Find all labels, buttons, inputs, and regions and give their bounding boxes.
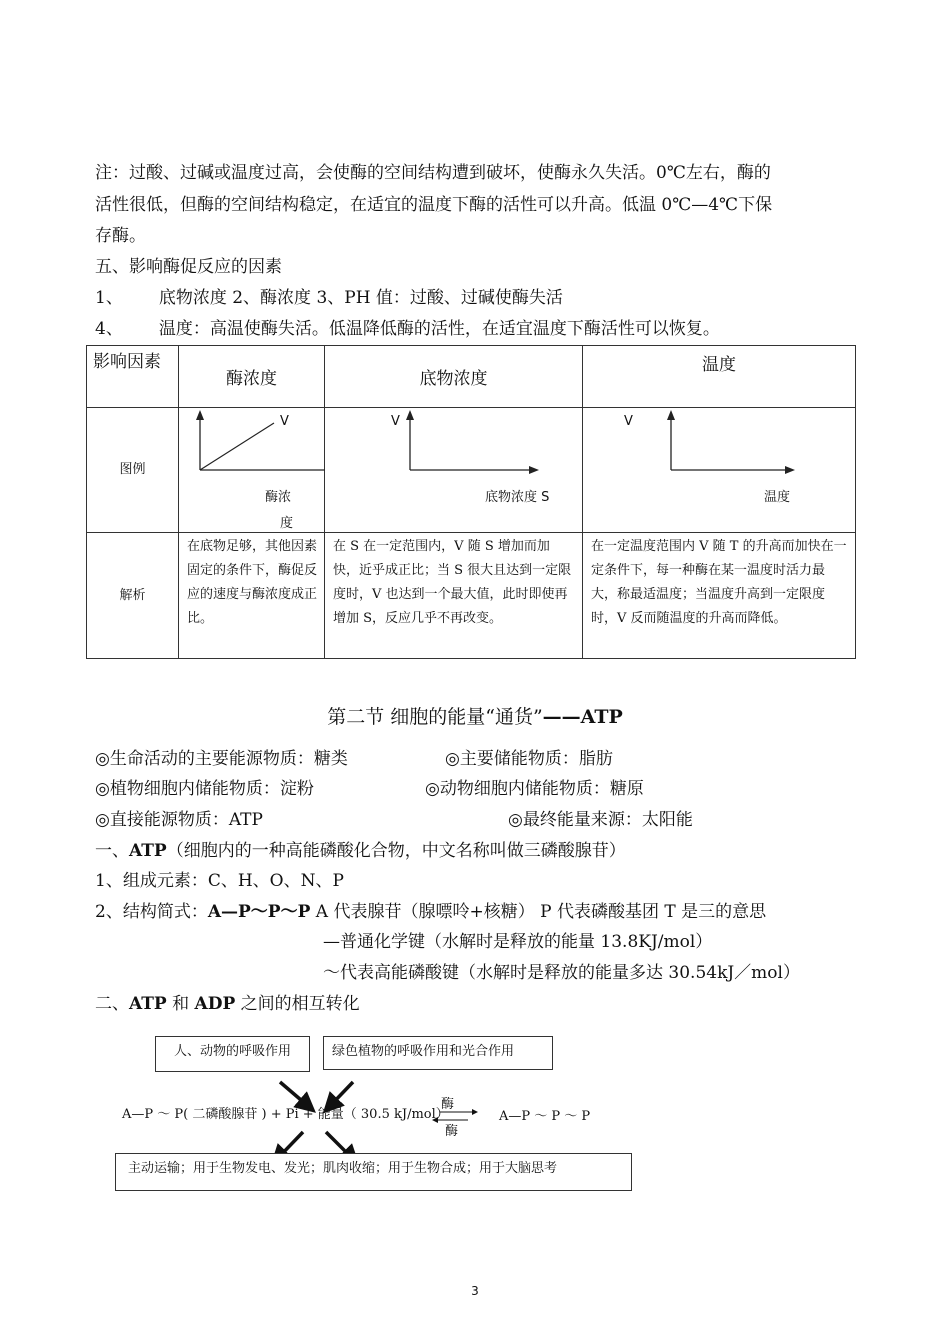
header-substrate-concentration: 底物浓度 <box>325 346 583 408</box>
conversion-rest: 之间的相互转化 <box>235 994 360 1014</box>
graph3-y-arrow <box>667 410 675 420</box>
graph1-x-label-2: 度 <box>280 516 294 531</box>
graph1-y-label: V <box>280 414 289 429</box>
graph3-y-label: V <box>624 414 633 429</box>
substrate-concentration-graph <box>325 408 583 532</box>
equation-product: A—P ～ P ～ P <box>499 1109 591 1124</box>
graph1-curve <box>200 423 274 470</box>
graph2-y-label: V <box>391 414 400 429</box>
row-label-explain: 解析 <box>87 533 179 659</box>
header-factor: 影响因素 <box>87 346 179 408</box>
enzyme-factors-table <box>86 345 856 659</box>
graph-cell-enzyme <box>179 408 325 533</box>
conversion-num: 二、 <box>95 994 129 1014</box>
header-enzyme-concentration: 酶浓度 <box>179 346 325 408</box>
row-label-graph: 图例 <box>87 408 179 533</box>
explain-enzyme: 在底物足够，其他因素固定的条件下，酶促反应的速度与酶浓度成正比。 <box>179 533 325 659</box>
enzyme-top: 酶 <box>441 1097 455 1112</box>
main-energy-source: ◎生命活动的主要能源物质：糖类 <box>95 749 348 769</box>
page-number: 3 <box>471 1284 479 1298</box>
direct-energy: ◎直接能源物质：ATP <box>95 810 263 830</box>
atp-heading-rest: （细胞内的一种高能磷酸化合物，中文名称叫做三磷酸腺苷） <box>166 841 626 861</box>
graph-cell-substrate <box>325 408 583 533</box>
conversion-atp: ATP <box>129 994 167 1014</box>
graph2-y-arrow <box>406 410 414 420</box>
section5-item-4-text: 温度：高温使酶失活。低温降低酶的活性，在适宜温度下酶活性可以恢复。 <box>158 319 720 339</box>
section5-title: 五、影响酶促反应的因素 <box>95 257 282 277</box>
explain-substrate: 在 S 在一定范围内，V 随 S 增加而加快，近乎成正比；当 S 很大且达到一定限度时，V 也达到一个最大值，此时即使再增加 S，反应几乎不再改变。 <box>325 533 583 659</box>
graph2-x-label: 底物浓度 S <box>485 490 550 505</box>
ultimate-energy: ◎最终能量来源：太阳能 <box>508 810 693 830</box>
enzyme-bottom: 酶 <box>445 1124 459 1139</box>
atp-heading <box>95 840 626 862</box>
plant-storage: ◎植物细胞内储能物质：淀粉 <box>95 779 314 799</box>
table-graph-row <box>87 408 856 533</box>
box-plant-respiration: 绿色植物的呼吸作用和光合作用 <box>323 1036 553 1070</box>
section2-title <box>0 702 950 729</box>
header-temperature: 温度 <box>583 346 856 408</box>
conversion-and: 和 <box>166 994 195 1014</box>
atp-structure-pre: 2、结构简式： <box>95 902 208 922</box>
conversion-adp: ADP <box>194 994 236 1014</box>
explain-temperature: 在一定温度范围内 V 随 T 的升高而加快在一定条件下，每一种酶在某一温度时活力最大，称最适温度；当温度升高到一定限度时，V 反而随温度的升高而降低。 <box>583 533 856 659</box>
enzyme-concentration-graph <box>179 408 325 532</box>
atp-structure <box>95 901 766 923</box>
main-storage: ◎主要储能物质：脂肪 <box>445 749 613 769</box>
section2-title-text: 第二节 细胞的能量“通货” <box>327 706 543 728</box>
atp-heading-bold: ATP <box>129 841 167 861</box>
graph1-y-arrow <box>196 410 204 420</box>
note-line-3: 存酶。 <box>95 226 146 246</box>
atp-structure-formula: A—P～P～P <box>207 902 311 922</box>
box-energy-uses: 主动运输；用于生物发电、发光；肌肉收缩；用于生物合成；用于大脑思考 <box>115 1153 632 1191</box>
note-line-2: 活性很低，但酶的空间结构稳定，在适宜的温度下酶的活性可以升高。低温 0℃—4℃下保 <box>95 195 773 215</box>
graph-cell-temperature <box>583 408 856 533</box>
section5-item-1-text: 底物浓度 2、酶浓度 3、PH 值：过酸、过碱使酶失活 <box>158 288 563 308</box>
normal-bond: —普通化学键（水解时是释放的能量 13.8KJ/mol） <box>323 932 713 952</box>
section5-item-4-num: 4、 <box>95 319 123 339</box>
conversion-heading <box>95 993 360 1015</box>
atp-heading-num: 一、 <box>95 841 129 861</box>
high-energy-bond: ～代表高能磷酸键（水解时是释放的能量多达 30.54kJ／mol） <box>323 963 800 983</box>
section5-item-1 <box>95 287 563 309</box>
arrow-forward-head <box>472 1109 478 1115</box>
atp-structure-rest: A 代表腺苷（腺嘌呤+核糖） P 代表磷酸基团 T 是三的意思 <box>310 902 767 922</box>
energy-line-1 <box>95 748 348 770</box>
graph3-x-arrow <box>785 466 795 474</box>
section2-title-atp: ——ATP <box>542 706 623 728</box>
graph1-x-label: 酶浓 <box>265 490 292 505</box>
equation-reactants: A—P ～ P( 二磷酸腺苷 ) + Pi + 能量（ 30.5 kJ/mol） <box>122 1107 449 1122</box>
table-header-row <box>87 346 856 408</box>
box-animal-respiration: 人、动物的呼吸作用 <box>155 1036 310 1072</box>
section5-item-1-num: 1、 <box>95 288 123 308</box>
note-line-1: 注：过酸、过碱或温度过高，会使酶的空间结构遭到破坏，使酶永久失活。0℃左右，酶的 <box>95 163 771 183</box>
animal-storage: ◎动物细胞内储能物质：糖原 <box>425 779 644 799</box>
graph3-x-label: 温度 <box>764 490 791 505</box>
atp-elements: 1、组成元素：C、H、O、N、P <box>95 871 344 891</box>
table-explain-row <box>87 533 856 659</box>
section5-item-4 <box>95 318 720 340</box>
graph2-x-arrow <box>529 466 539 474</box>
